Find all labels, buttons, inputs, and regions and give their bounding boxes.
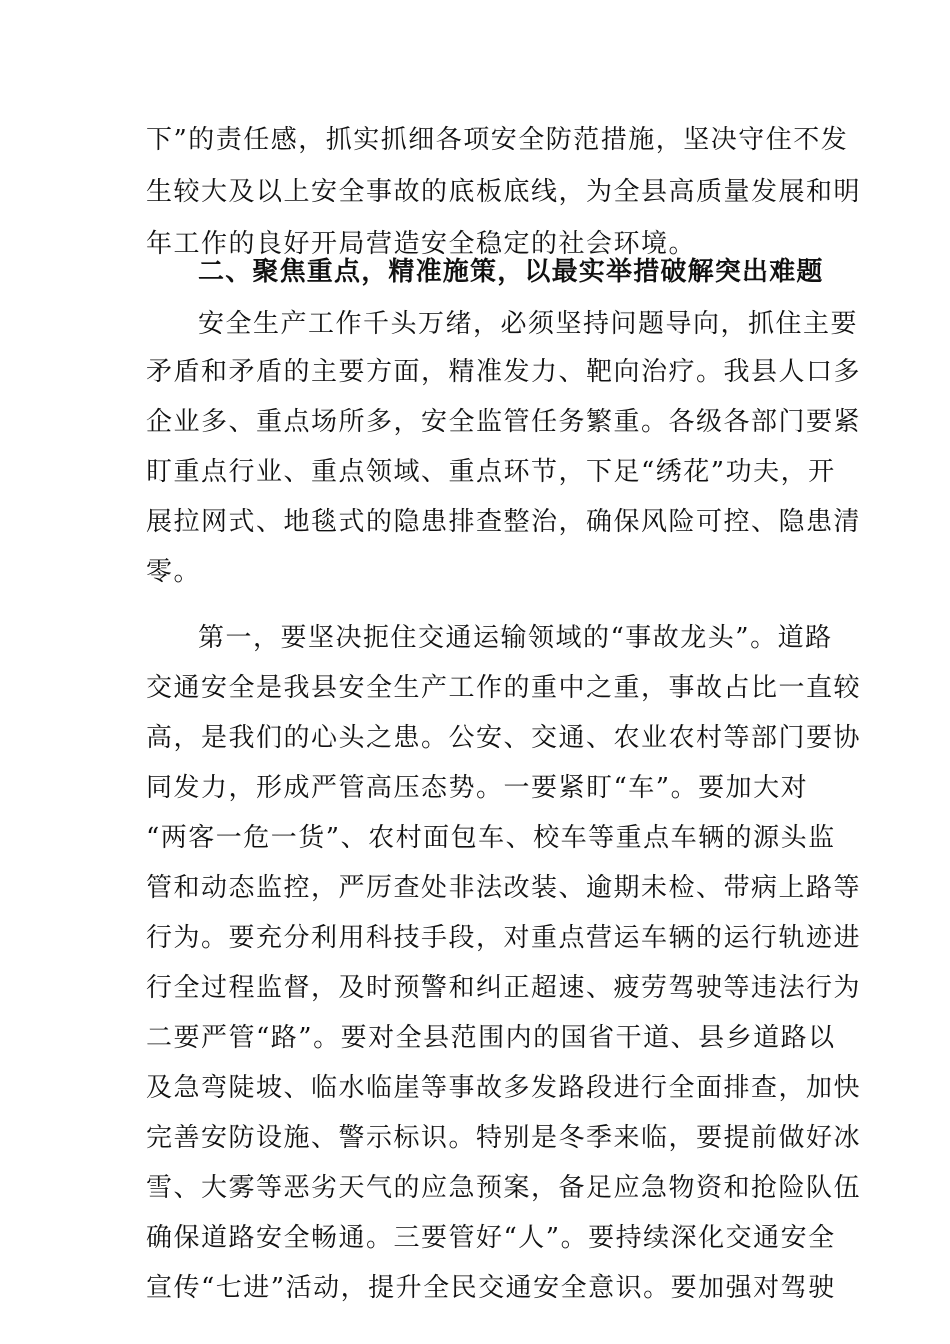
text-line: 零。 [146, 557, 202, 587]
text-line: 第一，要坚决扼住交通运输领域的“事故龙头”。道路 [198, 623, 833, 653]
text-line: 生较大及以上安全事故的底板底线，为全县高质量发展和明 [146, 177, 862, 207]
text-line: 高，是我们的心头之患。公安、交通、农业农村等部门要协 [146, 723, 862, 753]
text-line: 管和动态监控，严厉查处非法改装、逾期未检、带病上路等 [146, 873, 862, 903]
text-line: 安全生产工作千头万绪，必须坚持问题导向，抓住主要 [198, 309, 859, 339]
text-line: 宣传“七进”活动，提升全民交通安全意识。要加强对驾驶 [146, 1273, 836, 1303]
text-line: 及急弯陡坡、临水临崖等事故多发路段进行全面排查，加快 [146, 1073, 862, 1103]
text-line: 行全过程监督，及时预警和纠正超速、疲劳驾驶等违法行为 [146, 973, 862, 1003]
text-line: 交通安全是我县安全生产工作的重中之重，事故占比一直较 [146, 673, 862, 703]
text-line: “两客一危一货”、农村面包车、校车等重点车辆的源头监 [146, 823, 836, 853]
text-line: 雪、大雾等恶劣天气的应急预案，备足应急物资和抢险队伍 [146, 1173, 862, 1203]
text-line: 同发力，形成严管高压态势。一要紧盯“车”。要加大对 [146, 773, 809, 803]
text-line: 年工作的良好开局营造安全稳定的社会环境。 [146, 229, 697, 259]
text-line: 盯重点行业、重点领域、重点环节，下足“绣花”功夫，开 [146, 457, 836, 487]
text-line: 下”的责任感，抓实抓细各项安全防范措施，坚决守住不发 [146, 125, 849, 155]
text-line: 企业多、重点场所多，安全监管任务繁重。各级各部门要紧 [146, 407, 862, 437]
text-line: 展拉网式、地毯式的隐患排查整治，确保风险可控、隐患清 [146, 507, 862, 537]
text-line: 确保道路安全畅通。三要管好“人”。要持续深化交通安全 [146, 1223, 836, 1253]
section-heading: 二、聚焦重点，精准施策，以最实举措破解突出难题 [198, 257, 824, 287]
text-line: 二要严管“路”。要对全县范围内的国省干道、县乡道路以 [146, 1023, 836, 1053]
text-line: 完善安防设施、警示标识。特别是冬季来临，要提前做好冰 [146, 1123, 862, 1153]
text-line: 矛盾和矛盾的主要方面，精准发力、靶向治疗。我县人口多 [146, 357, 862, 387]
text-line: 行为。要充分利用科技手段，对重点营运车辆的运行轨迹进 [146, 923, 862, 953]
